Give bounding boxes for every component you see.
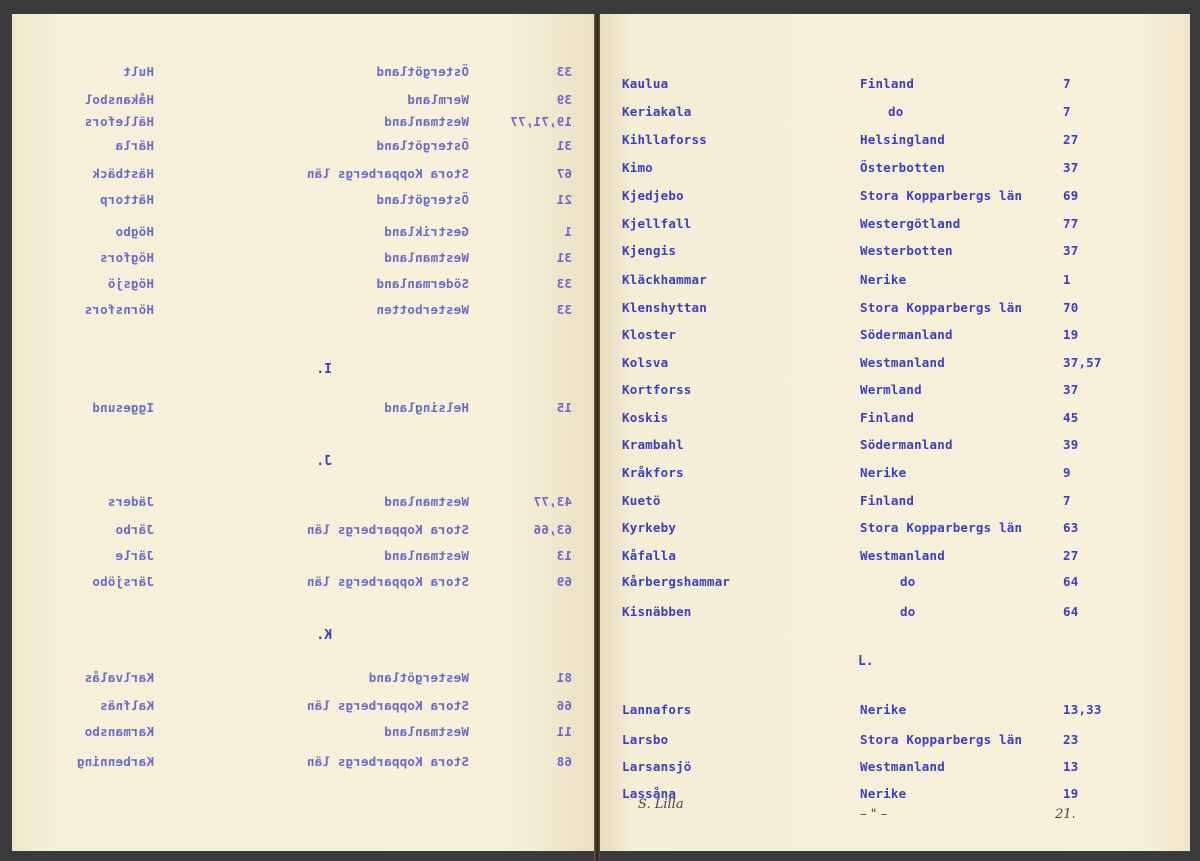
index-row — [12, 166, 594, 186]
page-number: 63 — [1063, 520, 1079, 535]
index-row — [600, 732, 1190, 752]
province-name: Södermanland — [860, 327, 953, 342]
index-row — [12, 724, 594, 744]
page-number: 19,71,77 — [510, 114, 572, 129]
province-name: Helsingland — [384, 400, 469, 415]
place-name: Hällefors — [84, 114, 154, 129]
page-number: 66 — [556, 698, 572, 713]
index-row — [600, 327, 1190, 347]
place-name: Hult — [123, 64, 154, 79]
province-name: Stora Kopparbergs län — [860, 188, 1023, 203]
place-name: Kyrkeby — [622, 520, 677, 535]
index-row — [600, 759, 1190, 779]
page-number: 37,57 — [1063, 355, 1102, 370]
place-name: Järbo — [115, 522, 154, 537]
place-name: Lassåna — [622, 786, 677, 801]
index-row — [600, 604, 1190, 624]
index-row — [600, 702, 1190, 722]
province-name: Stora Kopparbergs län — [306, 698, 469, 713]
province-name: Wermland — [407, 92, 469, 107]
province-name: Stora Kopparbergs län — [860, 300, 1023, 315]
index-row — [12, 224, 594, 244]
index-row — [12, 138, 594, 158]
page-number: 33 — [556, 302, 572, 317]
page-number: 23 — [1063, 732, 1079, 747]
province-name: Östergötland — [376, 192, 469, 207]
province-name: Wermland — [860, 382, 922, 397]
section-heading-k: K. — [316, 628, 332, 643]
page-number: 67 — [556, 166, 572, 181]
page-number: 11 — [556, 724, 572, 739]
index-row — [600, 493, 1190, 513]
page-number: 68 — [556, 754, 572, 769]
page-number: 27 — [1063, 132, 1079, 147]
index-row — [12, 494, 594, 514]
page-number: 39 — [556, 92, 572, 107]
page-number: 19 — [1063, 786, 1079, 801]
place-name: Kaulua — [622, 76, 669, 91]
province-name: Nerike — [860, 702, 907, 717]
index-row — [600, 188, 1190, 208]
place-name: Kihllaforss — [622, 132, 707, 147]
place-name: Kloster — [622, 327, 677, 342]
page-number: 7 — [1063, 104, 1071, 119]
index-row — [12, 548, 594, 568]
place-name: Lannafors — [622, 702, 692, 717]
place-name: Kortforss — [622, 382, 692, 397]
page-number: 39 — [1063, 437, 1079, 452]
place-name: Kuetö — [622, 493, 661, 508]
page-number: 69 — [556, 574, 572, 589]
handwritten-name: S. Lilla — [638, 797, 684, 812]
index-row — [600, 272, 1190, 292]
page-number: 15 — [556, 400, 572, 415]
province-name: Westmanland — [384, 724, 469, 739]
index-row — [600, 786, 1190, 806]
index-row — [600, 216, 1190, 236]
page-number: 63,66 — [533, 522, 572, 537]
page-number: 70 — [1063, 300, 1079, 315]
page-number: 7 — [1063, 76, 1071, 91]
province-name: Westerbotten — [860, 243, 953, 258]
page-number: 1 — [1063, 272, 1071, 287]
province-name: Westmanland — [860, 548, 945, 563]
place-name: Keriakala — [622, 104, 692, 119]
page-number: 81 — [556, 670, 572, 685]
index-row — [600, 465, 1190, 485]
place-name: Larsansjö — [622, 759, 692, 774]
page-number: 7 — [1063, 493, 1071, 508]
province-name: Nerike — [860, 465, 907, 480]
place-name: Kläckhammar — [622, 272, 707, 287]
index-row — [600, 574, 1190, 594]
place-name: Järle — [115, 548, 154, 563]
index-row — [600, 410, 1190, 430]
page-number: 64 — [1063, 604, 1079, 619]
place-name: Kjengis — [622, 243, 677, 258]
province-name: Westmanland — [860, 759, 945, 774]
page-number: 21 — [556, 192, 572, 207]
province-name: Södermanland — [860, 437, 953, 452]
province-name: do — [888, 104, 904, 119]
right-page — [600, 14, 1190, 851]
place-name: Kåfalla — [622, 548, 677, 563]
index-row — [12, 400, 594, 420]
place-name: Koskis — [622, 410, 669, 425]
place-name: Högbo — [115, 224, 154, 239]
page-number: 77 — [1063, 216, 1079, 231]
page-number: 37 — [1063, 160, 1079, 175]
province-name: Stora Kopparbergs län — [306, 574, 469, 589]
index-row — [12, 754, 594, 774]
province-name: do — [900, 574, 916, 589]
index-row — [12, 92, 594, 112]
place-name: Larsbo — [622, 732, 669, 747]
place-name: Kolsva — [622, 355, 669, 370]
place-name: Kisnäbben — [622, 604, 692, 619]
index-row — [12, 522, 594, 542]
index-row — [600, 355, 1190, 375]
province-name: Gestrikland — [384, 224, 469, 239]
place-name: Kimo — [622, 160, 653, 175]
left-page-mirrored-text — [12, 14, 594, 851]
section-heading-l: L. — [858, 654, 874, 669]
index-row — [12, 250, 594, 270]
page-number: 27 — [1063, 548, 1079, 563]
place-name: Karbenning — [76, 754, 154, 769]
province-name: Finland — [860, 410, 915, 425]
page-number: 33 — [556, 64, 572, 79]
province-name: Westmanland — [384, 494, 469, 509]
page-number: 13,33 — [1063, 702, 1102, 717]
page-number: 13 — [1063, 759, 1079, 774]
place-name: Hästbäck — [92, 166, 154, 181]
page-number: 45 — [1063, 410, 1079, 425]
index-row — [12, 64, 594, 84]
index-row — [600, 520, 1190, 540]
place-name: Kårbergshammar — [622, 574, 731, 589]
index-row — [12, 574, 594, 594]
page-number: 37 — [1063, 382, 1079, 397]
place-name: Härla — [115, 138, 154, 153]
province-name: Stora Kopparbergs län — [860, 520, 1023, 535]
province-name: Westergötland — [860, 216, 961, 231]
province-name: Westerbotten — [376, 302, 469, 317]
province-name: Nerike — [860, 272, 907, 287]
province-name: Östergötland — [376, 138, 469, 153]
place-name: Håkansbol — [84, 92, 154, 107]
section-heading-j: J. — [316, 454, 332, 469]
province-name: Östergötland — [376, 64, 469, 79]
index-row — [12, 670, 594, 690]
index-row — [600, 76, 1190, 96]
page-number: 31 — [556, 138, 572, 153]
province-name: Stora Kopparbergs län — [306, 166, 469, 181]
province-name: Stora Kopparbergs län — [306, 522, 469, 537]
index-row — [12, 276, 594, 296]
index-row — [600, 104, 1190, 124]
handwritten-province: – " – — [860, 807, 888, 822]
page-number: 1 — [564, 224, 572, 239]
page-number: 13 — [556, 548, 572, 563]
province-name: Westmanland — [384, 250, 469, 265]
page-number: 9 — [1063, 465, 1071, 480]
place-name: Kalfnäs — [99, 698, 154, 713]
index-row — [12, 114, 594, 134]
place-name: Kjellfall — [622, 216, 692, 231]
index-row — [12, 192, 594, 212]
province-name: Westergötland — [368, 670, 469, 685]
index-row — [600, 300, 1190, 320]
index-row — [600, 132, 1190, 152]
left-page — [12, 14, 594, 851]
place-name: Kjedjebo — [622, 188, 684, 203]
province-name: Westmanland — [384, 548, 469, 563]
place-name: Hörnsfors — [84, 302, 154, 317]
province-name: Stora Kopparbergs län — [306, 754, 469, 769]
place-name: Iggesund — [92, 400, 154, 415]
place-name: Jäders — [107, 494, 154, 509]
province-name: Finland — [860, 76, 915, 91]
index-row — [600, 548, 1190, 568]
province-name: Österbotten — [860, 160, 945, 175]
place-name: Hättorp — [99, 192, 154, 207]
province-name: do — [900, 604, 916, 619]
place-name: Klenshyttan — [622, 300, 707, 315]
place-name: Högsjö — [107, 276, 154, 291]
page-number: 33 — [556, 276, 572, 291]
place-name: Karmansbo — [84, 724, 154, 739]
place-name: Krambahl — [622, 437, 684, 452]
section-heading-i: I. — [316, 362, 332, 377]
page-number: 43,77 — [533, 494, 572, 509]
place-name: Högfors — [99, 250, 154, 265]
page-number: 37 — [1063, 243, 1079, 258]
index-row — [12, 302, 594, 322]
index-row — [600, 382, 1190, 402]
province-name: Södermanland — [376, 276, 469, 291]
place-name: Järsjöbo — [92, 574, 154, 589]
index-row — [600, 160, 1190, 180]
province-name: Finland — [860, 493, 915, 508]
place-name: Karlvalås — [84, 670, 154, 685]
province-name: Westmanland — [384, 114, 469, 129]
page-number: 64 — [1063, 574, 1079, 589]
page-number: 69 — [1063, 188, 1079, 203]
index-row — [600, 243, 1190, 263]
place-name: Kråkfors — [622, 465, 684, 480]
province-name: Helsingland — [860, 132, 945, 147]
page-number: 31 — [556, 250, 572, 265]
index-row — [12, 698, 594, 718]
index-row — [600, 437, 1190, 457]
province-name: Stora Kopparbergs län — [860, 732, 1023, 747]
page-number: 19 — [1063, 327, 1079, 342]
handwritten-page: 21. — [1055, 807, 1076, 822]
province-name: Nerike — [860, 786, 907, 801]
province-name: Westmanland — [860, 355, 945, 370]
